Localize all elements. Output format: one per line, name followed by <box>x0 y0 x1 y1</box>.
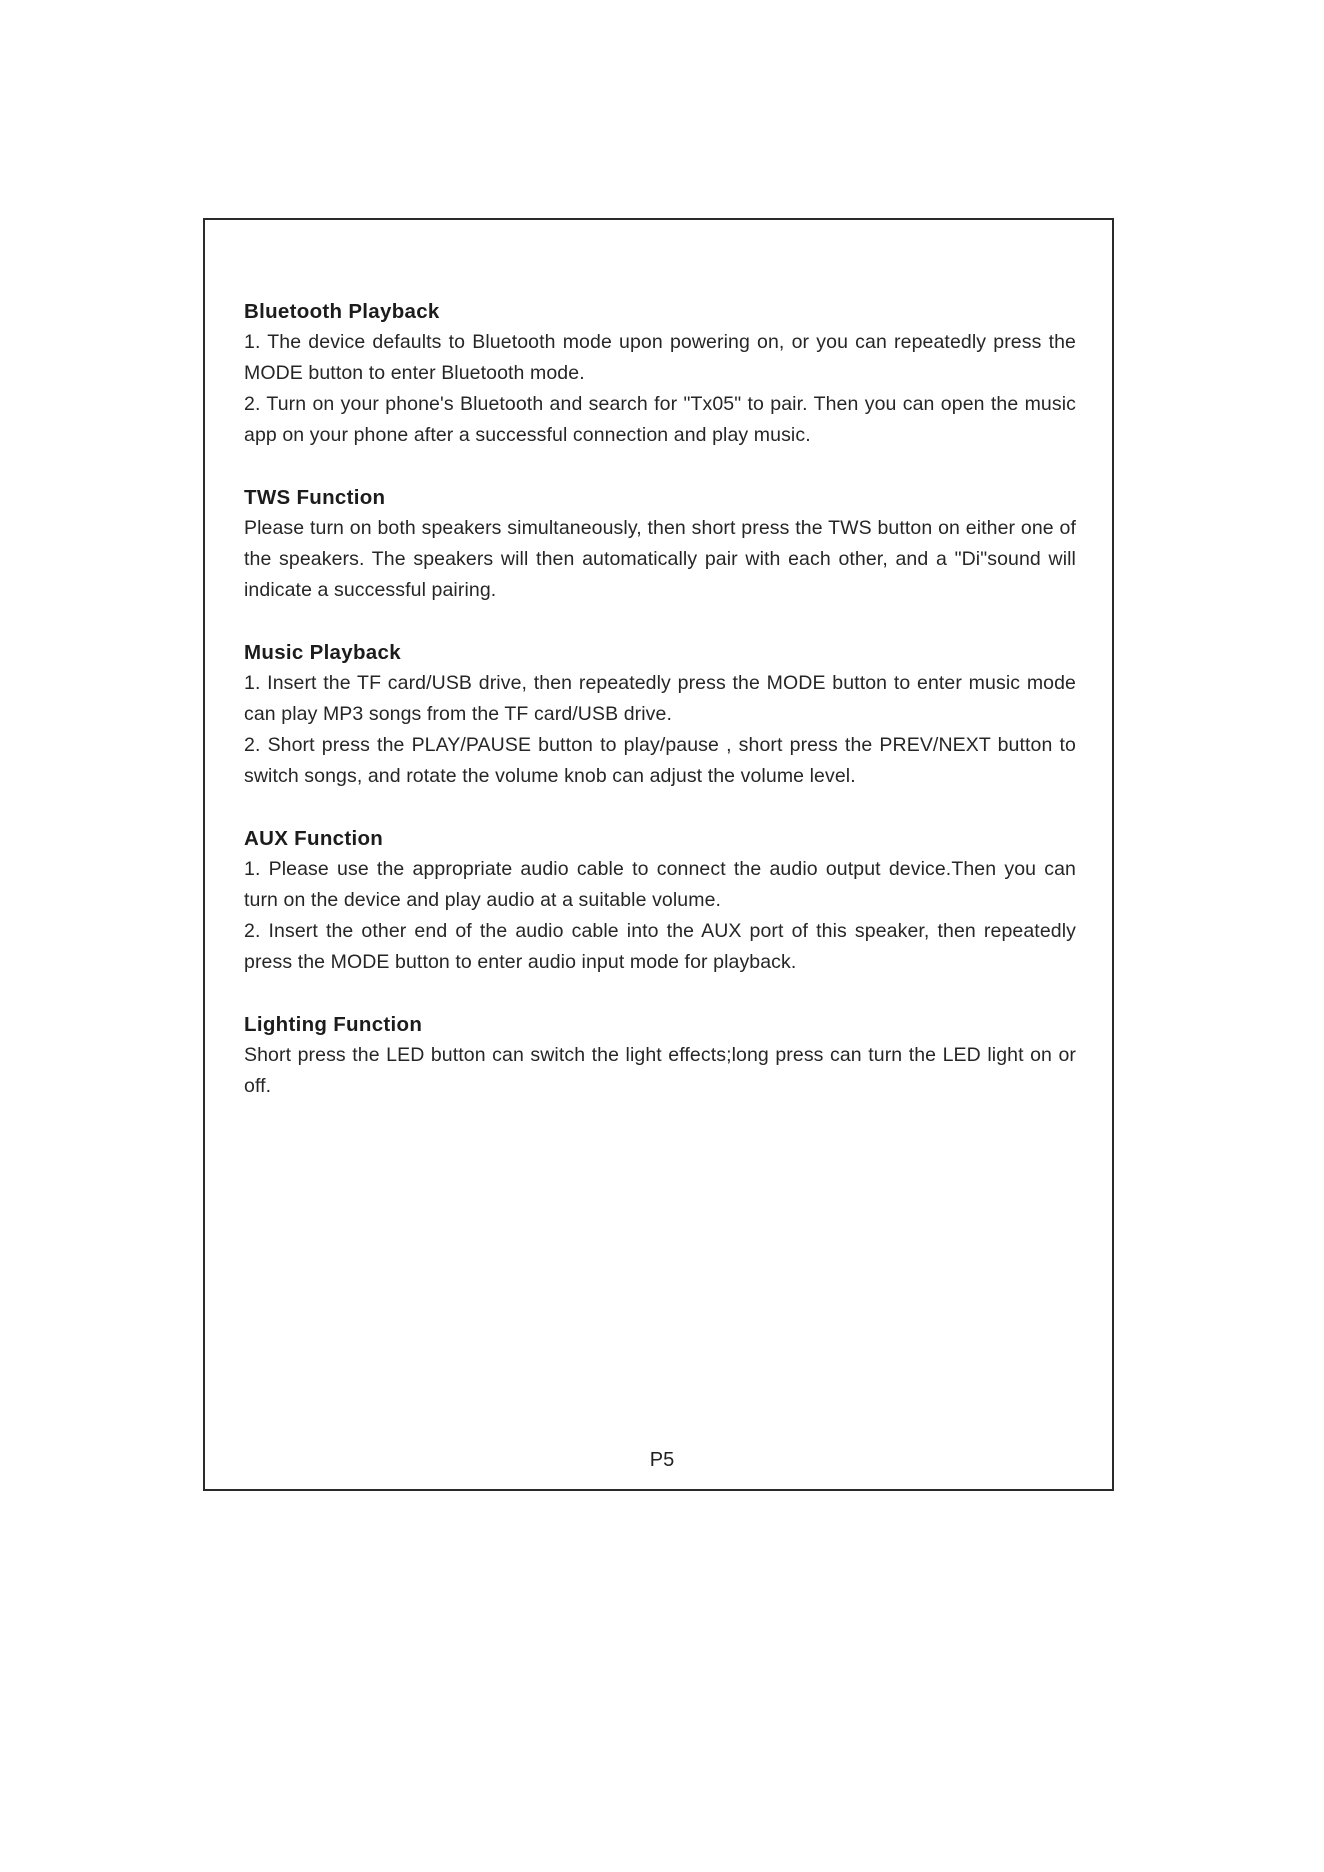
section-music-playback <box>244 637 1076 792</box>
section-heading: TWS Function <box>244 486 386 509</box>
section-bluetooth-playback <box>244 296 1076 451</box>
page-number: P5 <box>649 1449 675 1471</box>
section-lighting-function <box>244 1009 1076 1102</box>
paragraph: 2. Turn on your phone's Bluetooth and search for "Tx05" to pair. Then you can open the music app on your phone after a successful connection and play music. <box>244 393 1076 446</box>
paragraph: 2. Short press the PLAY/PAUSE button to play/pause , short press the PREV/NEXT button to switch songs, and rotate the volume knob can adjust the volume level. <box>244 734 1076 787</box>
paragraph: 1. Please use the appropriate audio cable to connect the audio output device.Then you can turn on the device and play audio at a suitable volume. <box>244 858 1076 911</box>
section-heading: Music Playback <box>244 641 401 664</box>
manual-content <box>244 296 1076 1133</box>
paragraph: 1. The device defaults to Bluetooth mode upon powering on, or you can repeatedly press the MODE button to enter Bluetooth mode. <box>244 331 1076 384</box>
section-heading: Bluetooth Playback <box>244 300 440 323</box>
paragraph: 1. Insert the TF card/USB drive, then repeatedly press the MODE button to enter music mode can play MP3 songs from the TF card/USB drive. <box>244 672 1076 725</box>
paragraph: Please turn on both speakers simultaneously, then short press the TWS button on either one of the speakers. The speakers will then automatically pair with each other, and a "Di"sound will indicate a successful pairing. <box>244 517 1076 601</box>
paragraph: 2. Insert the other end of the audio cable into the AUX port of this speaker, then repeatedly press the MODE button to enter audio input mode for playback. <box>244 920 1076 973</box>
section-tws-function <box>244 482 1076 606</box>
section-heading: AUX Function <box>244 827 384 850</box>
section-aux-function <box>244 823 1076 978</box>
section-heading: Lighting Function <box>244 1013 423 1036</box>
paragraph: Short press the LED button can switch the light effects;long press can turn the LED light on or off. <box>244 1044 1076 1097</box>
